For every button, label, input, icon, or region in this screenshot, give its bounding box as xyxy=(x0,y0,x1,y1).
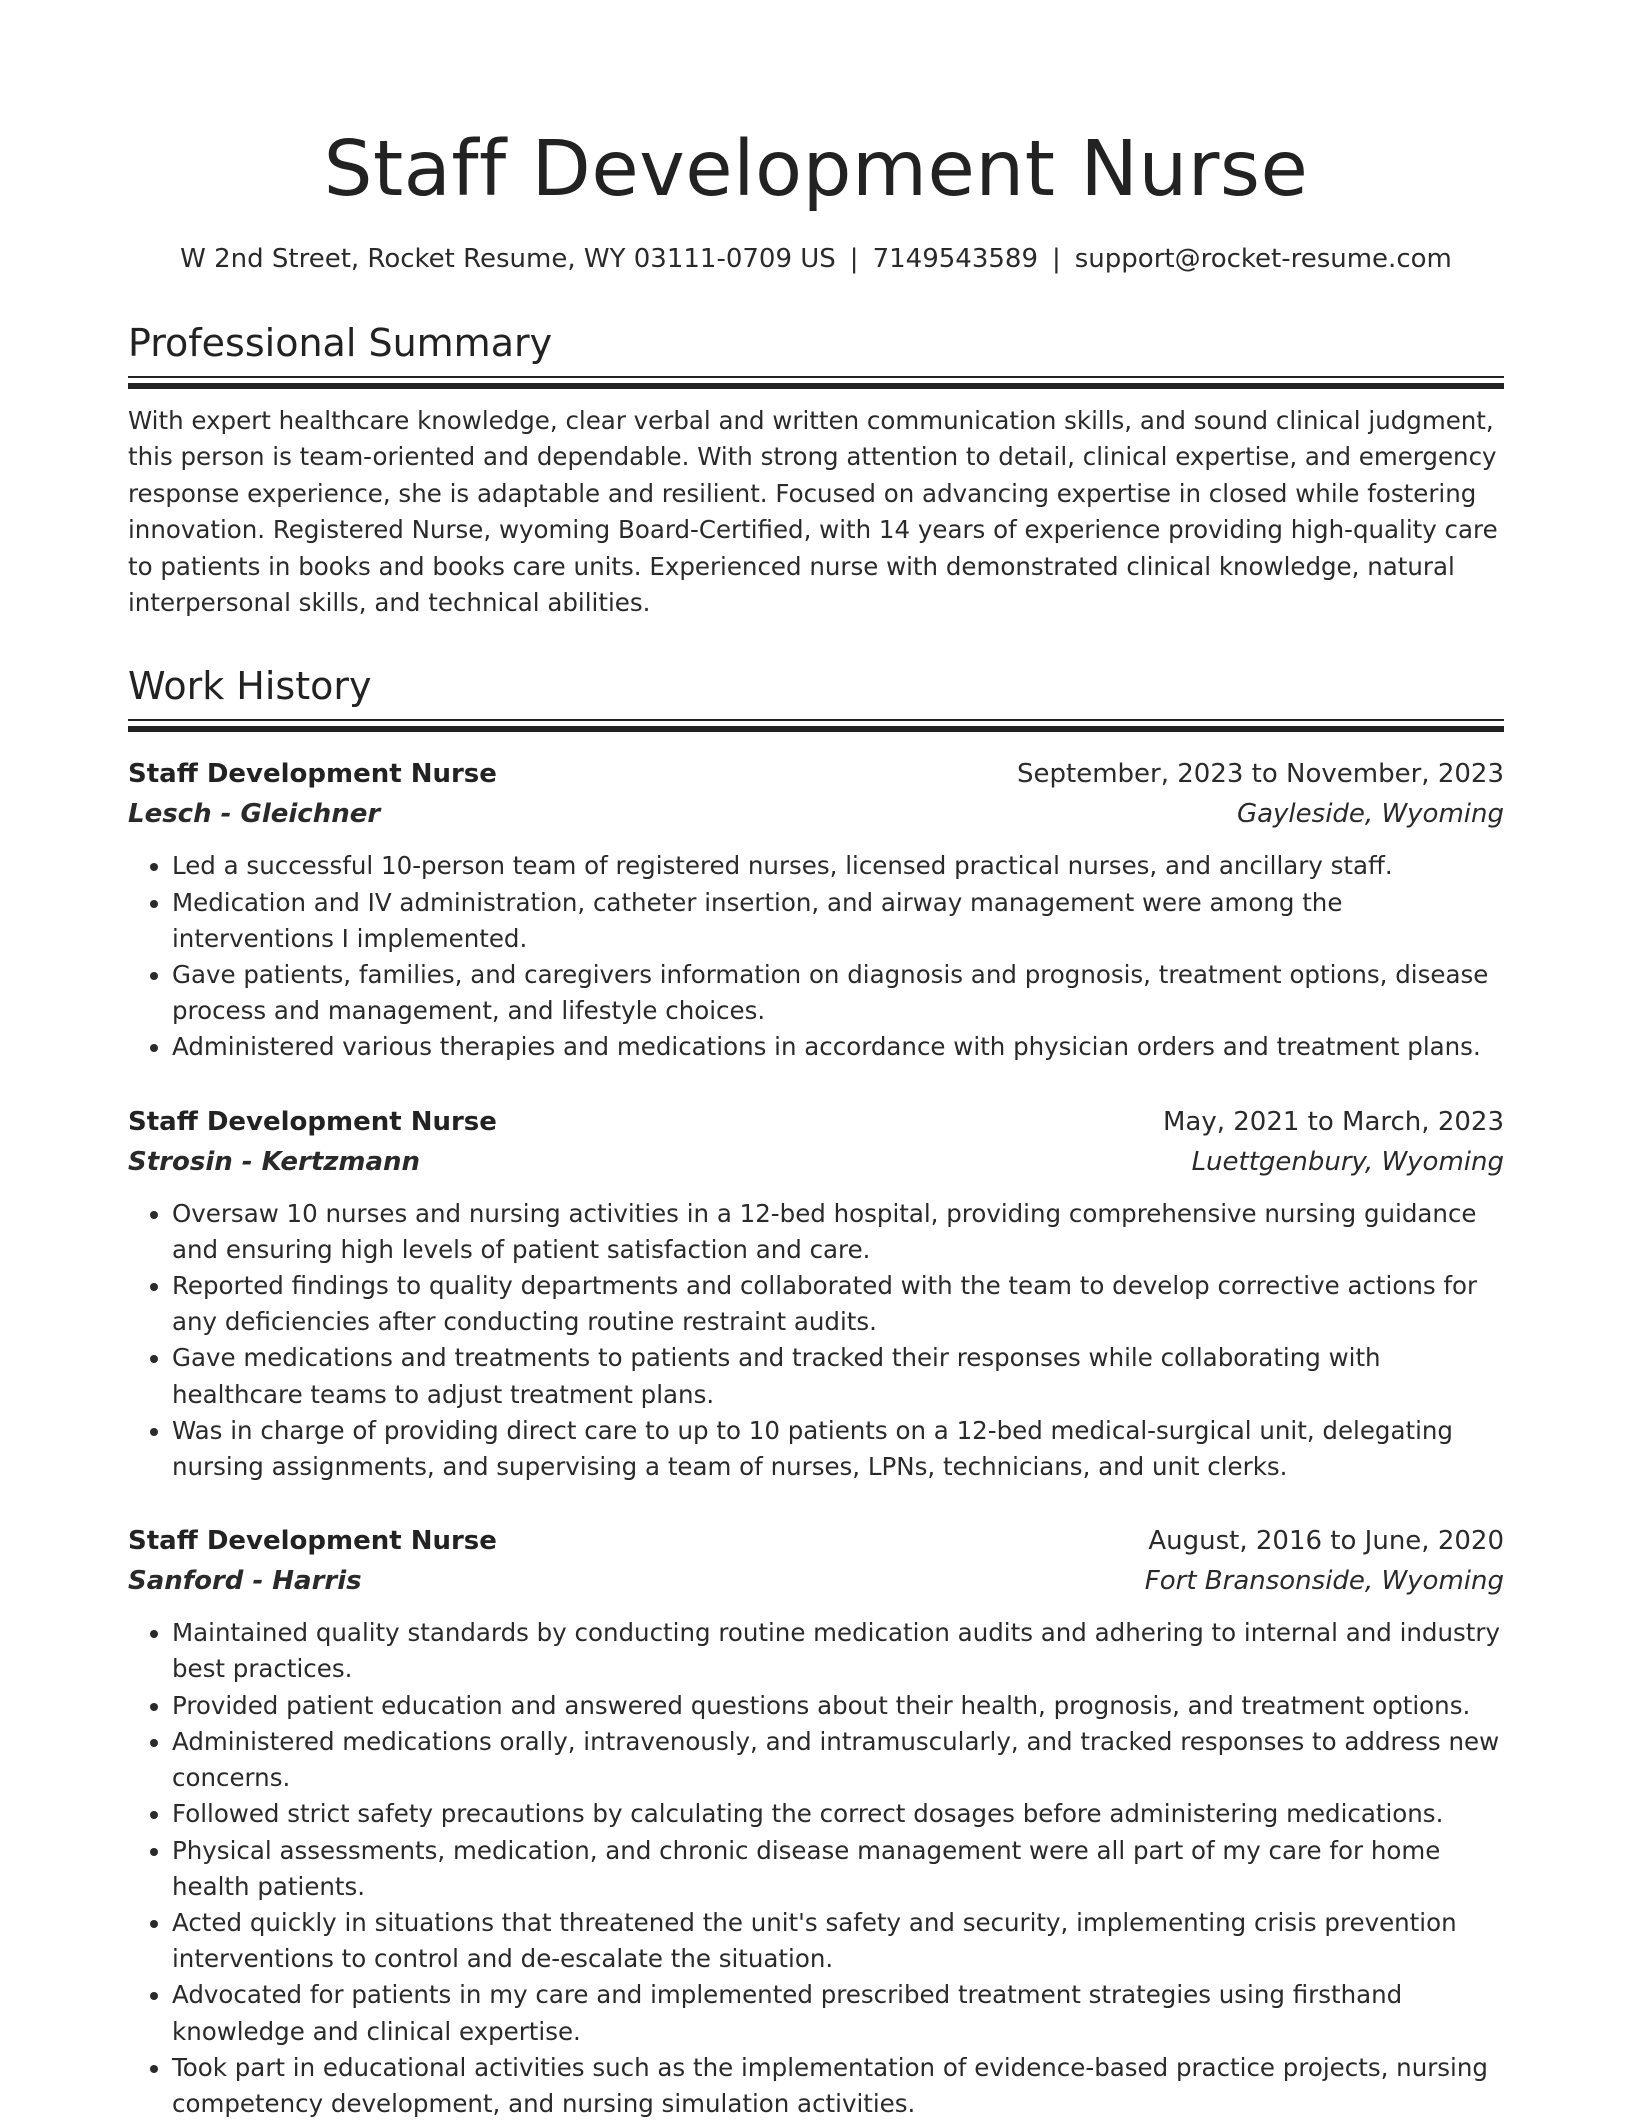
job-bullet: • Administered various therapies and medications in accordance with physician orders and treatment plans. xyxy=(172,1029,1504,1065)
job-bullet: • Oversaw 10 nurses and nursing activities in a 12-bed hospital, providing comprehensive nursing guidance and ensuring high levels of patient satisfaction and care. xyxy=(172,1196,1504,1268)
job-entry xyxy=(128,1521,1504,2122)
job-entry xyxy=(128,754,1504,1065)
job-subheader-row xyxy=(128,794,1504,834)
job-bullet: • Took part in educational activities such as the implementation of evidence-based practice projects, nursing competency development, and nursing simulation activities. xyxy=(172,2050,1504,2122)
candidate-name: Staff Development Nurse xyxy=(323,125,1309,214)
section-divider-thick xyxy=(128,726,1504,732)
contact-separator: | xyxy=(1051,244,1061,274)
job-title: Staff Development Nurse xyxy=(128,759,497,790)
job-bullet-list xyxy=(128,1615,1504,2122)
job-location: Luettgenbury, Wyoming xyxy=(1191,1146,1504,1177)
job-bullet: • Medication and IV administration, catheter insertion, and airway management were among the interventions I implemented. xyxy=(172,885,1504,957)
summary-text: With expert healthcare knowledge, clear verbal and written communication skills, and sound clinical judgment, this person is team-oriented and dependable. With strong attention to detail, clinical expertise, and emergency response experience, she is adaptable and resilient. Focused on advancing expertise in closed while fostering innovation. Registered Nurse, wyoming Board-Certified, with 14 years of experience providing high-quality care to patients in books and books care units. Experienced nurse with demonstrated clinical knowledge, natural interpersonal skills, and technical abilities. xyxy=(128,406,1498,618)
job-bullet: • Acted quickly in situations that threatened the unit's safety and security, implementing crisis prevention interventions to control and de-escalate the situation. xyxy=(172,1905,1504,1977)
section-divider xyxy=(128,376,1504,378)
section-divider xyxy=(128,719,1504,721)
section-heading-summary: Professional Summary xyxy=(128,321,553,365)
job-location: Gayleside, Wyoming xyxy=(1236,799,1504,830)
job-bullet: • Physical assessments, medication, and chronic disease management were all part of my care for home health patients. xyxy=(172,1833,1504,1905)
job-header-row xyxy=(128,1102,1504,1142)
job-dates: September, 2023 to November, 2023 xyxy=(1017,759,1504,790)
section-heading-work-history: Work History xyxy=(128,664,372,709)
section-divider-thick xyxy=(128,383,1504,389)
job-bullet: • Maintained quality standards by conducting routine medication audits and adhering to internal and industry best practices. xyxy=(172,1615,1504,1687)
job-header-row xyxy=(128,1521,1504,1561)
contact-email: support@rocket-resume.com xyxy=(1074,244,1452,274)
contact-separator: | xyxy=(849,244,859,274)
contact-phone: 7149543589 xyxy=(872,244,1038,274)
job-bullet: • Was in charge of providing direct care to up to 10 patients on a 12-bed medical-surgical unit, delegating nursing assignments, and supervising a team of nurses, LPNs, technicians, and unit clerks. xyxy=(172,1413,1504,1485)
job-bullet: • Administered medications orally, intravenously, and intramuscularly, and tracked responses to address new concerns. xyxy=(172,1724,1504,1796)
resume-page xyxy=(128,0,1504,2122)
job-bullet: • Followed strict safety precautions by calculating the correct dosages before administering medications. xyxy=(172,1796,1504,1832)
contact-line xyxy=(128,242,1504,276)
job-bullet: • Reported findings to quality departments and collaborated with the team to develop corrective actions for any deficiencies after conducting routine restraint audits. xyxy=(172,1268,1504,1340)
work-history-section xyxy=(128,663,1504,2122)
contact-address: W 2nd Street, Rocket Resume, WY 03111-0709 US xyxy=(180,244,836,274)
job-bullet-list xyxy=(128,848,1504,1065)
job-location: Fort Bransonside, Wyoming xyxy=(1144,1566,1504,1597)
job-title: Staff Development Nurse xyxy=(128,1526,497,1557)
job-subheader-row xyxy=(128,1561,1504,1601)
professional-summary-section xyxy=(128,320,1504,621)
job-bullet: • Gave medications and treatments to patients and tracked their responses while collaborating with healthcare teams to adjust treatment plans. xyxy=(172,1340,1504,1412)
job-bullet: • Provided patient education and answered questions about their health, prognosis, and treatment options. xyxy=(172,1688,1504,1724)
job-dates: May, 2021 to March, 2023 xyxy=(1162,1106,1504,1137)
job-dates: August, 2016 to June, 2020 xyxy=(1148,1526,1504,1557)
job-bullet: • Gave patients, families, and caregivers information on diagnosis and prognosis, treatment options, disease process and management, and lifestyle choices. xyxy=(172,957,1504,1029)
job-company: Sanford - Harris xyxy=(128,1566,362,1597)
job-bullet-list xyxy=(128,1196,1504,1486)
job-title: Staff Development Nurse xyxy=(128,1106,497,1137)
job-header-row xyxy=(128,754,1504,794)
job-bullet: • Led a successful 10-person team of registered nurses, licensed practical nurses, and ancillary staff. xyxy=(172,848,1504,884)
job-company: Lesch - Gleichner xyxy=(128,799,381,830)
job-subheader-row xyxy=(128,1142,1504,1182)
job-bullet: • Advocated for patients in my care and implemented prescribed treatment strategies using firsthand knowledge and clinical expertise. xyxy=(172,1977,1504,2049)
job-entry xyxy=(128,1102,1504,1486)
job-company: Strosin - Kertzmann xyxy=(128,1146,421,1177)
